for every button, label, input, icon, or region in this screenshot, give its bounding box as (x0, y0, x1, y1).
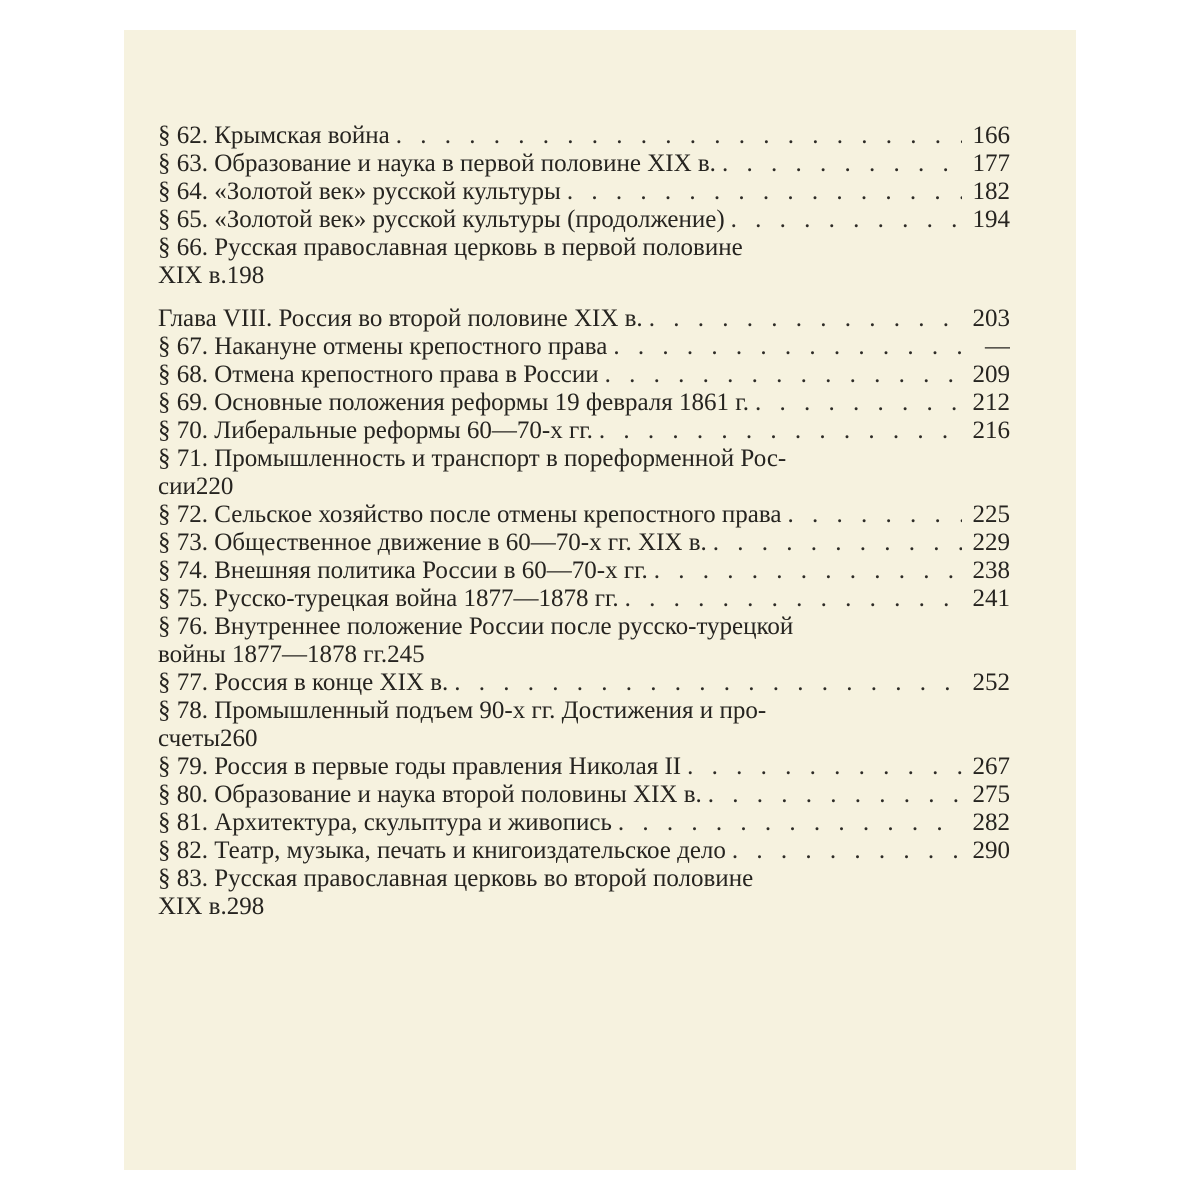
toc-entry-page: 298 (226, 893, 265, 920)
toc-entry (158, 669, 1010, 697)
toc-entry-title: § 67. Накануне отмены крепостного права (158, 333, 608, 360)
toc-entry-page: 225 (972, 501, 1010, 528)
toc-entry-page: 216 (972, 417, 1010, 444)
dot-leader (707, 529, 962, 557)
toc-entry-title: § 80. Образование и наука второй половины XIX в. (158, 781, 702, 808)
toc-entry-title: § 69. Основные положения реформы 19 февраля 1861 г. (158, 389, 749, 416)
toc-entry (158, 865, 1010, 921)
toc-entry-page: 229 (972, 529, 1010, 556)
toc-entry-title-cont: сии (158, 473, 196, 500)
toc-entry (158, 753, 1010, 781)
dot-leader (681, 753, 962, 781)
dot-leader (716, 150, 962, 178)
toc-entry-page: 252 (972, 669, 1010, 696)
dot-leader (781, 501, 962, 529)
toc-entry-page: 198 (226, 262, 265, 289)
table-of-contents (158, 122, 1010, 921)
toc-entry-page: 238 (972, 557, 1010, 584)
dot-leader (702, 781, 962, 809)
toc-entry-title: § 79. Россия в первые годы правления Николая II (158, 753, 682, 780)
toc-entry (158, 697, 1010, 753)
toc-entry-title: § 62. Крымская война (158, 122, 390, 149)
toc-entry-title: § 66. Русская православная церковь в первой половине (158, 234, 743, 261)
toc-entry-title: § 68. Отмена крепостного права в России (158, 361, 599, 388)
toc-entry-page: — (985, 333, 1010, 360)
dot-leader (561, 178, 962, 206)
dot-leader (726, 837, 962, 865)
toc-entry-title: § 70. Либеральные реформы 60—70-х гг. (158, 417, 593, 444)
toc-entry-title: § 63. Образование и наука в первой половине XIX в. (158, 150, 716, 177)
toc-entry-title: § 75. Русско-турецкая война 1877—1878 гг. (158, 585, 619, 612)
toc-entry (158, 613, 1010, 669)
toc-entry-page: 260 (220, 725, 258, 752)
dot-leader (390, 122, 962, 150)
toc-entry-title-cont: войны 1877—1878 гг. (158, 641, 388, 668)
toc-entry-title: § 81. Архитектура, скульптура и живопись (158, 809, 612, 836)
toc-entry (158, 501, 1010, 529)
toc-entry-title: § 73. Общественное движение в 60—70-х гг. XIX в. (158, 529, 707, 556)
dot-leader (643, 305, 962, 333)
toc-entry-page: 212 (972, 389, 1010, 416)
toc-entry (158, 234, 1010, 290)
toc-entry (158, 206, 1010, 234)
toc-chapter-heading (158, 305, 1010, 333)
toc-entry (158, 417, 1010, 445)
toc-entry-page: 220 (195, 473, 234, 500)
dot-leader (593, 417, 962, 445)
dot-leader (612, 809, 962, 837)
toc-entry-page: 203 (972, 305, 1010, 332)
toc-entry (158, 150, 1010, 178)
dot-leader (607, 333, 962, 361)
toc-entry-title-cont: XIX в. (158, 262, 227, 289)
toc-entry-page: 241 (972, 585, 1010, 612)
toc-entry-title: § 76. Внутреннее положение России после русско-турецкой (158, 613, 794, 640)
toc-entry-page: 275 (972, 781, 1010, 808)
toc-entry (158, 389, 1010, 417)
toc-entry-page: 267 (972, 753, 1010, 780)
toc-entry-page: 290 (972, 837, 1010, 864)
toc-entry (158, 557, 1010, 585)
toc-entry-title: § 77. Россия в конце XIX в. (158, 669, 449, 696)
dot-leader (619, 585, 962, 613)
toc-entry (158, 333, 1010, 361)
toc-entry-page: 209 (972, 361, 1010, 388)
toc-entry-page: 177 (972, 150, 1010, 177)
dot-leader (648, 557, 962, 585)
toc-entry-title: § 83. Русская православная церковь во второй половине (158, 865, 754, 892)
toc-entry (158, 809, 1010, 837)
dot-leader (599, 361, 962, 389)
toc-entry-title: § 65. «Золотой век» русской культуры (продолжение) (158, 206, 725, 233)
toc-entry (158, 781, 1010, 809)
toc-entry (158, 529, 1010, 557)
toc-entry-title-cont: XIX в. (158, 893, 227, 920)
toc-entry-title: § 74. Внешняя политика России в 60—70-х гг. (158, 557, 648, 584)
toc-entry-page: 166 (972, 122, 1010, 149)
dot-leader (725, 206, 962, 234)
toc-entry-title-cont: счеты (158, 725, 220, 752)
toc-entry (158, 445, 1010, 501)
toc-entry-title: § 71. Промышленность и транспорт в пореформенной Рос- (158, 445, 787, 472)
toc-entry-title: § 82. Театр, музыка, печать и книгоиздательское дело (158, 837, 726, 864)
document-page (124, 30, 1076, 1170)
toc-entry-page: 182 (972, 178, 1010, 205)
toc-entry (158, 122, 1010, 150)
toc-entry (158, 361, 1010, 389)
toc-entry (158, 837, 1010, 865)
toc-entry (158, 178, 1010, 206)
toc-chapter-title: Глава VIII. Россия во второй половине XIX в. (158, 305, 643, 332)
toc-entry-title: § 72. Сельское хозяйство после отмены крепостного права (158, 501, 782, 528)
toc-entry-page: 245 (387, 641, 425, 668)
toc-entry-page: 282 (972, 809, 1010, 836)
dot-leader (448, 669, 962, 697)
toc-entry-title: § 64. «Золотой век» русской культуры (158, 178, 561, 205)
toc-entry (158, 585, 1010, 613)
toc-entry-title: § 78. Промышленный подъем 90-х гг. Достижения и про- (158, 697, 767, 724)
toc-entry-page: 194 (972, 206, 1010, 233)
dot-leader (749, 389, 962, 417)
